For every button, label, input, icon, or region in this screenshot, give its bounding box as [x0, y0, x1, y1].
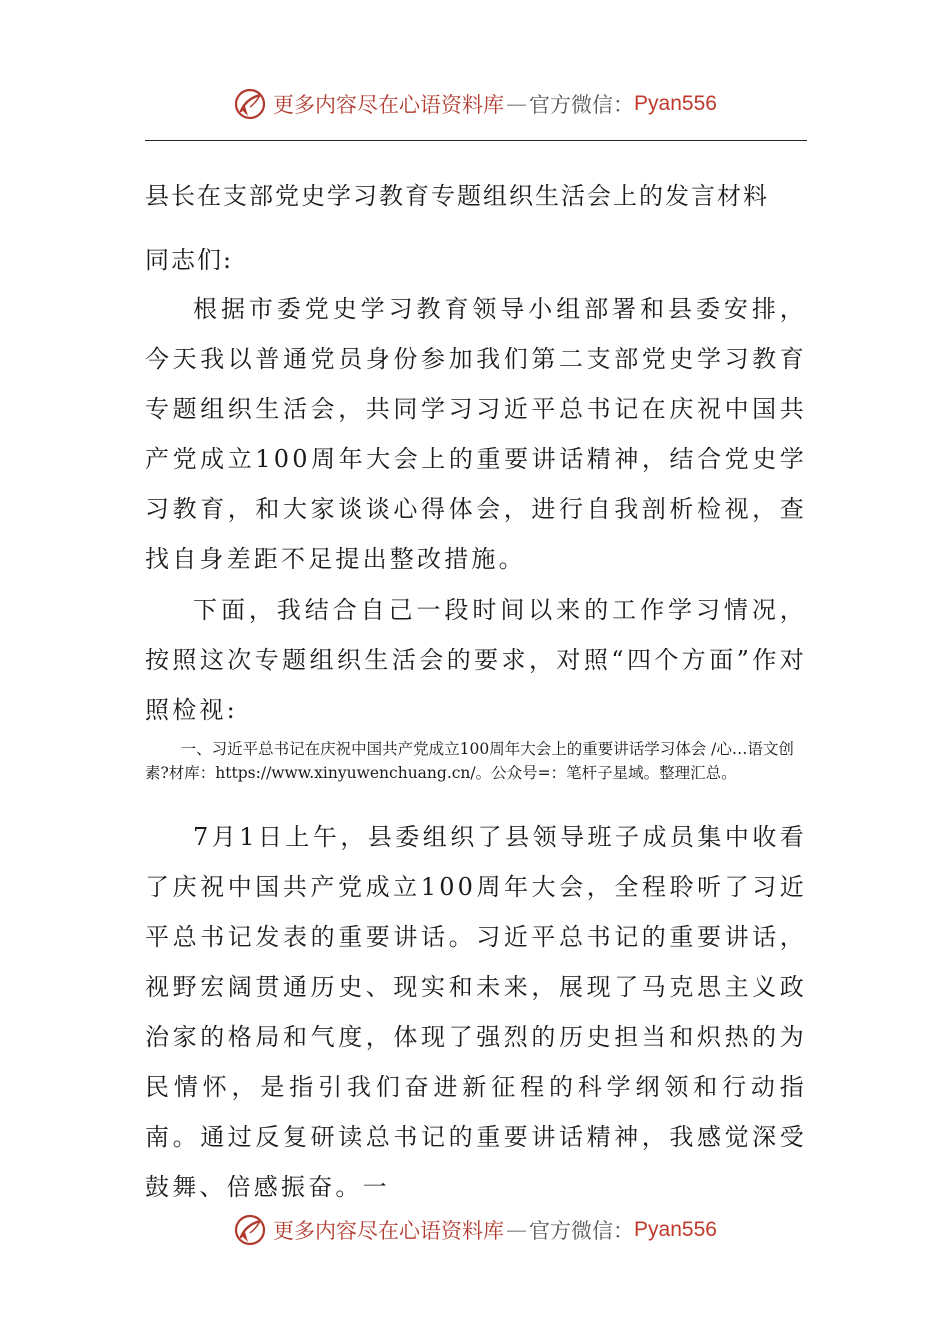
page-footer-banner: [145, 1210, 805, 1250]
section-heading-note: 一、习近平总书记在庆祝中国共产党成立100周年大会上的重要讲话学习体会 /心…语文创素?材库：https://www.xinyuwenchuang.cn/。公众号=：笔杆子星域。整理汇总。: [145, 740, 794, 782]
document-title: 县长在支部党史学习教育专题组织生活会上的发言材料: [145, 182, 769, 210]
page-header-banner: [145, 84, 805, 124]
footer-site-text: 更多内容尽在心语资料库: [273, 1219, 505, 1243]
pen-logo-icon: [233, 87, 267, 121]
header-dash: —: [506, 92, 528, 116]
footer-wechat-id: Pyan556: [634, 1218, 717, 1241]
header-wechat-label: 官方微信：: [529, 93, 635, 117]
header-wechat-id: Pyan556: [634, 92, 717, 115]
footer-dash: —: [506, 1218, 528, 1242]
salutation: 同志们:: [145, 246, 234, 274]
pen-logo-icon: [233, 1213, 267, 1247]
paragraph-overview: 下面，我结合自己一段时间以来的工作学习情况，按照这次专题组织生活会的要求，对照“四个方面”作对照检视:: [145, 596, 807, 724]
footer-wechat-label: 官方微信：: [529, 1219, 635, 1243]
paragraph-intro: 根据市委党史学习教育领导小组部署和县委安排，今天我以普通党员身份参加我们第二支部党史学习教育专题组织生活会，共同学习习近平总书记在庆祝中国共产党成立100周年大会上的重要讲话精神，结合党史学习教育，和大家谈谈心得体会，进行自我剖析检视，查找自身差距不足提出整改措施。: [145, 295, 807, 573]
header-site-text: 更多内容尽在心语资料库: [273, 93, 505, 117]
header-divider: [145, 140, 807, 141]
paragraph-body: 7月1日上午，县委组织了县领导班子成员集中收看了庆祝中国共产党成立100周年大会，全程聆听了习近平总书记发表的重要讲话。习近平总书记的重要讲话，视野宏阔贯通历史、现实和未来，展现了马克思主义政治家的格局和气度，体现了强烈的历史担当和炽热的为民情怀，是指引我们奋进新征程的科学纲领和行动指南。通过反复研读总书记的重要讲话精神，我感觉深受鼓舞、倍感振奋。一: [145, 823, 807, 1201]
